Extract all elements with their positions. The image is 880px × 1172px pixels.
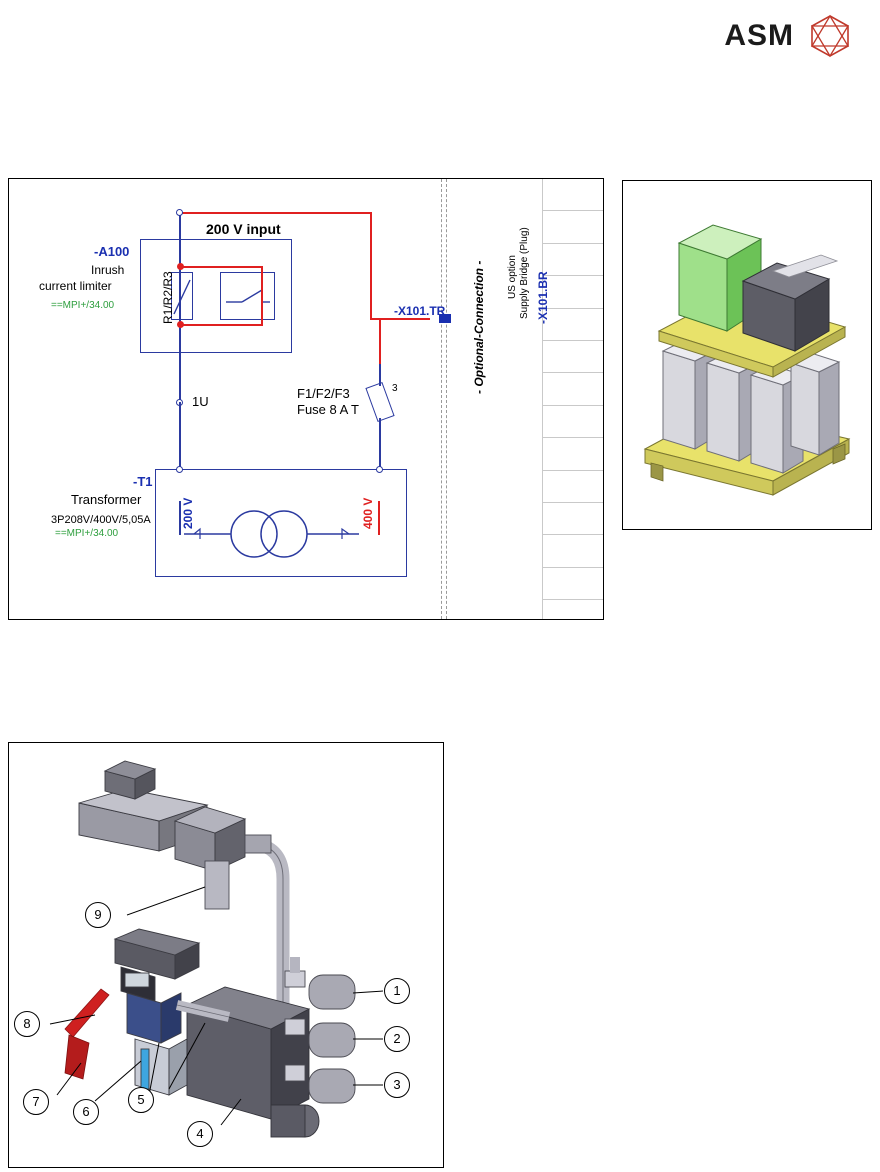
a100-reference: ==MPI+/34.00 [51, 300, 115, 311]
fuse-tag: F1/F2/F3 [297, 386, 350, 401]
wire-red-fuse-feed [379, 320, 381, 364]
a100-tag: -A100 [94, 244, 130, 259]
resistor-label: R1/R2/R3 [161, 271, 175, 324]
callout-6: 6 [73, 1099, 99, 1125]
sheet-dashed-border-2 [446, 179, 448, 619]
pneumatic-assembly-illustration-icon [9, 743, 443, 1167]
node-top-left [176, 209, 183, 216]
callout-1: 1 [384, 978, 410, 1004]
fuse-count: 3 [392, 383, 398, 394]
wire-blue-to-transformer [179, 402, 181, 468]
callout-7: 7 [23, 1089, 49, 1115]
input-voltage-label: 200 V input [206, 221, 281, 237]
t1-secondary-voltage: 400 V [361, 497, 375, 529]
hexagon-star-logo-icon [808, 14, 852, 58]
bridge-tag: -X101.BR [536, 271, 550, 324]
wire-secondary-drop [378, 501, 380, 535]
a100-bottom-internal-wire [180, 324, 262, 326]
sheet-dashed-border [441, 179, 443, 619]
fuse-symbol [365, 382, 394, 422]
wire-top-red [179, 212, 372, 214]
wire-fuse-top [379, 362, 381, 386]
brand-logo [724, 14, 852, 58]
callout-9: 9 [85, 902, 111, 928]
wire-primary-drop [179, 501, 181, 535]
switch-contact-icon [220, 272, 275, 320]
wire-fuse-bottom [379, 418, 381, 468]
sheet-grid [542, 179, 603, 619]
us-option-line1: US option [507, 255, 518, 299]
callout-5: 5 [128, 1087, 154, 1113]
a100-name-line1: Inrush [91, 263, 125, 277]
node-a100-bottom [177, 321, 184, 328]
a100-top-internal-wire [180, 266, 262, 268]
callout-4: 4 [187, 1121, 213, 1147]
t1-reference: ==MPI+/34.00 [55, 528, 119, 539]
brand-name: ASM [724, 19, 794, 52]
wire-red-down-right [370, 212, 372, 319]
a100-name-line2: current limiter [39, 279, 112, 293]
a100-right-internal-wire [261, 266, 263, 326]
callout-2: 2 [384, 1026, 410, 1052]
callout-3: 3 [384, 1072, 410, 1098]
t1-name: Transformer [71, 492, 142, 507]
pneumatic-assembly-figure [8, 742, 444, 1168]
node-1u-label: 1U [192, 394, 209, 409]
callout-8: 8 [14, 1011, 40, 1037]
transformer-photo [622, 180, 872, 530]
fuse-rating: Fuse 8 A T [297, 402, 359, 417]
us-option-line2: Supply Bridge (Plug) [519, 227, 530, 319]
optional-connection-label: - Optional-Connection - [472, 260, 486, 394]
schematic-diagram [8, 178, 604, 620]
node-transformer-primary [176, 466, 183, 473]
t1-tag: -T1 [133, 474, 153, 489]
terminal-x101tr-tag: -X101.TR [394, 304, 446, 318]
transformer-coil-symbol [184, 504, 384, 564]
node-transformer-secondary [376, 466, 383, 473]
transformer-3d-illustration-icon [623, 181, 871, 529]
t1-primary-voltage: 200 V [181, 497, 195, 529]
node-a100-top [177, 263, 184, 270]
t1-spec: 3P208V/400V/5,05A [51, 514, 151, 526]
